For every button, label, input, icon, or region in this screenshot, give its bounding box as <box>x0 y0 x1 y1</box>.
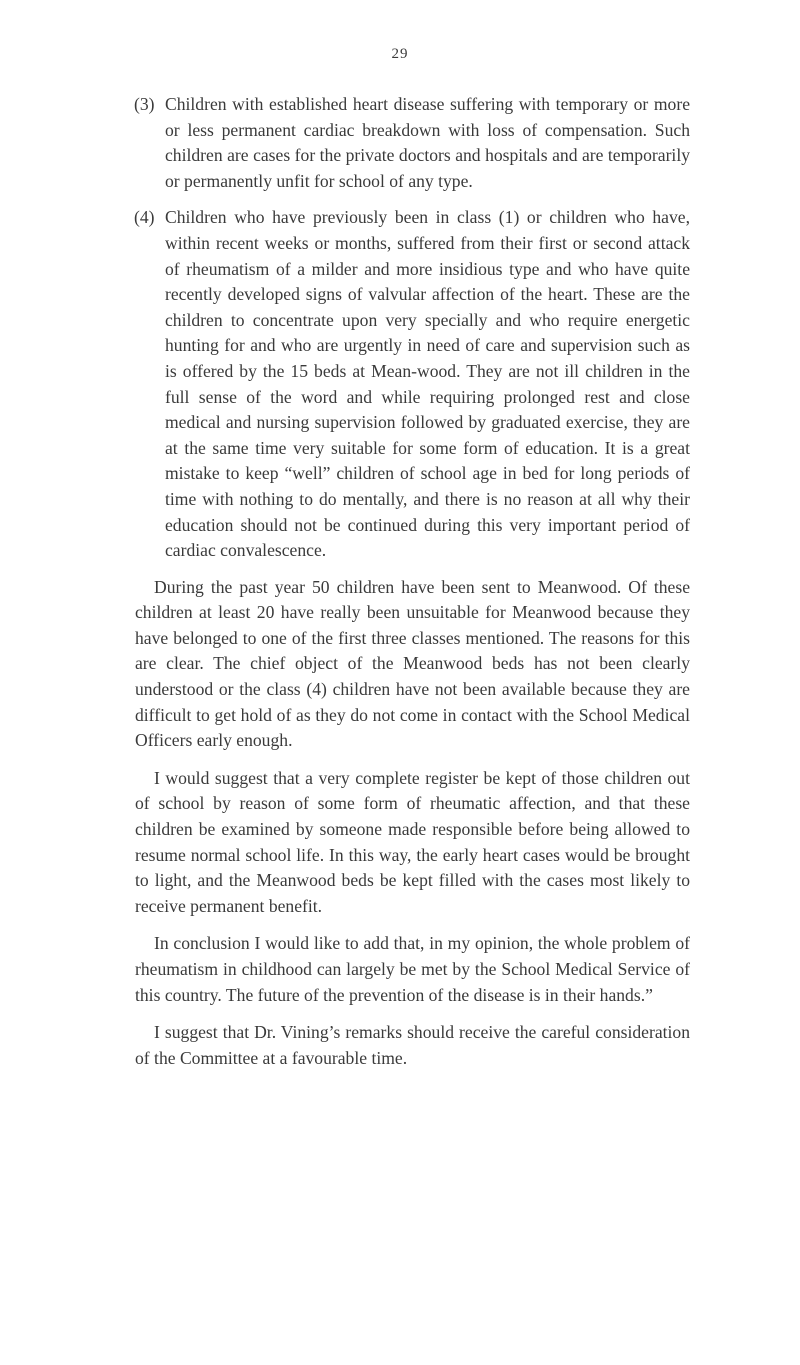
paragraph-conclusion: In conclusion I would like to add that, in my opinion, the whole problem of rheumatism in childhood can largely be met by the School Medical Service of this country. The future of the prevention of the disease is in their hands.” <box>135 933 690 1005</box>
list-item-text: Children with established heart disease suffering with temporary or more or less permanent cardiac breakdown with loss of compensation. Such children are cases for the private doctors and hospitals and are temporarily or permanently unfit for school of any type. <box>165 94 690 191</box>
list-marker: (4) <box>134 207 155 228</box>
list-marker: (3) <box>134 94 155 114</box>
paragraph-meanwood-admissions: During the past year 50 children have been sent to Meanwood. Of these children at least 20 have really been unsuitable for Meanwood because they have belonged to one of the first three classes mentioned. The reasons for this are clear. The chief object of the Meanwood beds has not been clearly understood or the class (4) children have not been available because they are difficult to get hold of as they do not come in contact with the School Medical Officers early enough. <box>135 576 690 751</box>
list-item-class-4 <box>135 205 690 563</box>
body-text <box>135 92 690 1083</box>
paragraph-committee-recommendation: I suggest that Dr. Vining’s remarks should receive the careful consideration of the Committee at a favourable time. <box>135 1022 690 1068</box>
paragraph-register-suggestion: I would suggest that a very complete register be kept of those children out of school by reason of some form of rheumatic affection, and that these children be examined by someone made responsible before being allowed to resume normal school life. In this way, the early heart cases would be brought to light, and the Meanwood beds be kept filled with the cases most likely to receive permanent benefit. <box>135 767 690 916</box>
page-number: 29 <box>391 46 409 62</box>
list-item-class-3 <box>135 92 690 194</box>
list-item-text: Children who have previously been in class (1) or children who have, within recent weeks or months, suffered from their first or second attack of rheumatism of a milder and more insidious type and who have quite recently developed signs of valvular affection of the heart. These are the children to concentrate upon very specially and who require energetic hunting for and who are urgently in need of care and supervision such as is offered by the 15 beds at Mean-wood. They are not ill children in the full sense of the word and while requiring prolonged rest and close medical and nursing supervision followed by graduated exercise, they are at the same time very suitable for some form of education. It is a great mistake to keep “well” children of school age in bed for long periods of time with nothing to do mentally, and there is no reason at all why their education should not be continued during this very important period of cardiac convalescence. <box>165 207 690 561</box>
